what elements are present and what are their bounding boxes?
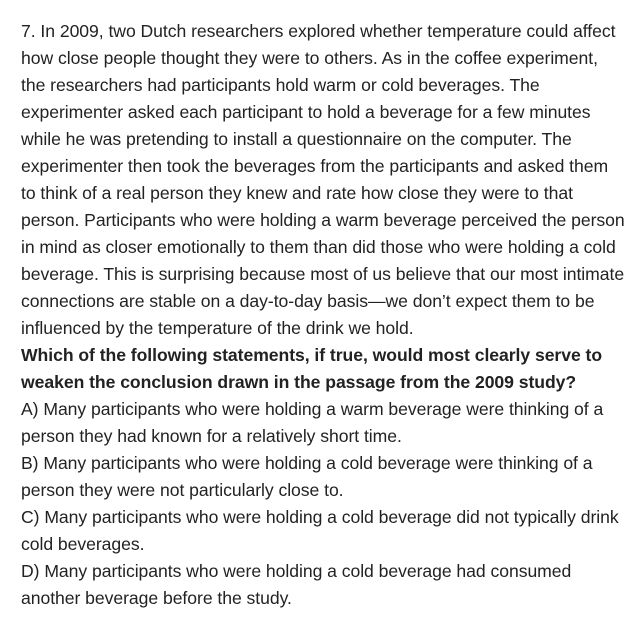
choice-text: Many participants who were holding a cold beverage had consumed another beverage before the study. xyxy=(21,561,572,608)
choice-text: Many participants who were holding a warm beverage were thinking of a person they had known for a relatively short time. xyxy=(21,399,604,446)
answer-choice-c xyxy=(21,504,625,558)
answer-choice-b xyxy=(21,450,625,504)
passage-text: In 2009, two Dutch researchers explored whether temperature could affect how close people thought they were to others. As in the coffee experiment, the researchers had participants hold warm or cold beverages. The experimenter asked each participant to hold a beverage for a few minutes while he was pretending to install a questionnaire on the computer. The experimenter then took the beverages from the participants and asked them to think of a real person they knew and rate how close they were to that person. Participants who were holding a warm beverage perceived the person in mind as closer emotionally to them than did those who were holding a cold beverage. This is surprising because most of us believe that our most intimate connections are stable on a day-to-day basis—we don’t expect them to be influenced by the temperature of the drink we hold. xyxy=(21,21,625,338)
choice-text: Many participants who were holding a cold beverage did not typically drink cold beverages. xyxy=(21,507,619,554)
question-block xyxy=(21,18,625,612)
choice-letter: C) xyxy=(21,507,40,527)
question-passage xyxy=(21,18,625,342)
answer-choice-a xyxy=(21,396,625,450)
choice-letter: D) xyxy=(21,561,40,581)
question-number: 7. xyxy=(21,21,36,41)
choice-letter: A) xyxy=(21,399,39,419)
answer-choice-d xyxy=(21,558,625,612)
choice-letter: B) xyxy=(21,453,39,473)
question-prompt: Which of the following statements, if true, would most clearly serve to weaken the conclusion drawn in the passage from the 2009 study? xyxy=(21,345,603,392)
choice-text: Many participants who were holding a cold beverage were thinking of a person they were not particularly close to. xyxy=(21,453,593,500)
